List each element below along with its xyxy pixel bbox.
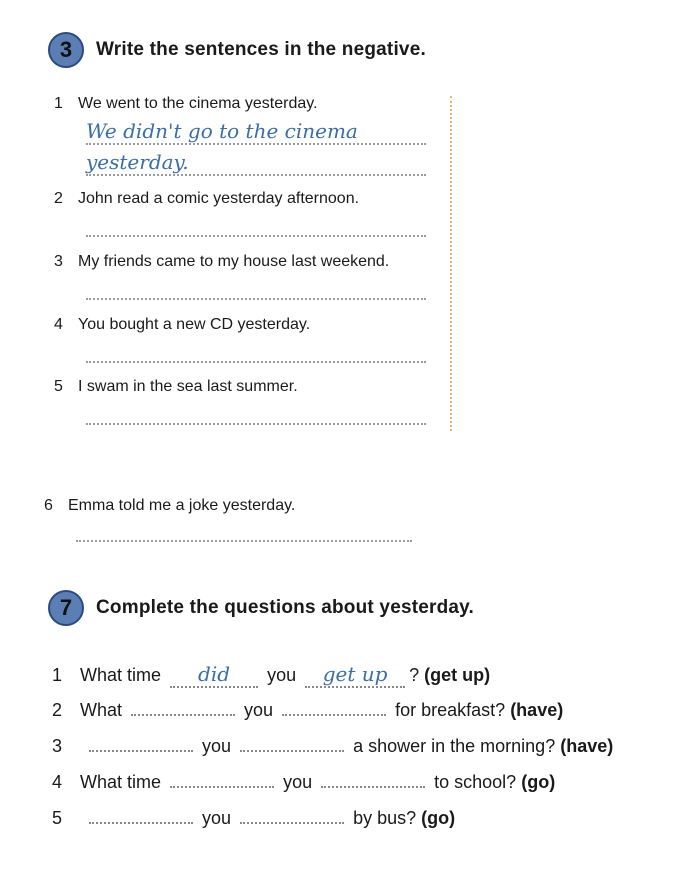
answer-blank[interactable] xyxy=(282,700,386,716)
question-text: you xyxy=(244,700,274,720)
exercise-7-header xyxy=(48,590,474,626)
answer-line[interactable] xyxy=(86,235,426,237)
question-text: a shower in the morning? xyxy=(353,736,556,756)
question-text: you xyxy=(267,665,297,685)
sentence-item xyxy=(54,190,359,208)
answer-handwriting[interactable]: yesterday. xyxy=(86,150,426,176)
verb-hint: (get up) xyxy=(424,665,491,685)
sentence-item xyxy=(54,253,389,271)
sentence-item xyxy=(54,316,310,334)
verb-hint: (go) xyxy=(521,772,556,792)
item-text: John read a comic yesterday afternoon. xyxy=(78,190,360,207)
question-item xyxy=(52,808,455,829)
exercise-title: Write the sentences in the negative. xyxy=(96,39,426,60)
question-text: by bus? xyxy=(353,808,417,828)
item-text: Emma told me a joke yesterday. xyxy=(68,497,296,514)
question-text: you xyxy=(202,736,232,756)
answer-blank[interactable] xyxy=(89,808,193,824)
sentence-item xyxy=(54,95,318,113)
answer-blank[interactable] xyxy=(240,808,344,824)
item-number: 2 xyxy=(52,700,63,720)
answer-line[interactable] xyxy=(86,361,426,363)
item-text: I swam in the sea last summer. xyxy=(78,378,298,395)
question-text: What time xyxy=(80,772,162,792)
question-item xyxy=(52,736,613,757)
answer-line[interactable] xyxy=(86,423,426,425)
verb-hint: (have) xyxy=(560,736,614,756)
answer-blank[interactable] xyxy=(321,772,425,788)
exercise-3-header xyxy=(48,32,426,68)
answer-handwriting: did xyxy=(198,662,231,686)
question-item xyxy=(52,772,555,793)
item-number: 5 xyxy=(54,378,63,395)
item-number: 1 xyxy=(52,665,63,685)
sentence-item xyxy=(54,378,298,396)
item-number: 4 xyxy=(54,316,63,333)
answer-handwriting: get up xyxy=(322,662,388,686)
exercise-title: Complete the questions about yesterday. xyxy=(96,597,475,618)
item-number: 4 xyxy=(52,772,63,792)
question-text: What time xyxy=(80,665,162,685)
question-text: ? xyxy=(409,665,420,685)
question-item xyxy=(52,700,563,721)
item-number: 2 xyxy=(54,190,63,207)
answer-line[interactable] xyxy=(86,298,426,300)
question-text: What xyxy=(80,700,123,720)
verb-hint: (have) xyxy=(510,700,564,720)
item-text: You bought a new CD yesterday. xyxy=(78,316,311,333)
item-number: 6 xyxy=(44,497,53,514)
verb-hint: (go) xyxy=(421,808,456,828)
exercise-number-badge: 3 xyxy=(48,32,84,68)
exercise-number-badge: 7 xyxy=(48,590,84,626)
answer-blank[interactable] xyxy=(89,736,193,752)
answer-handwriting[interactable]: We didn't go to the cinema xyxy=(86,119,426,145)
question-text: you xyxy=(283,772,313,792)
question-item xyxy=(52,662,490,688)
answer-blank[interactable] xyxy=(170,662,258,688)
sentence-item xyxy=(44,497,295,515)
answer-blank[interactable] xyxy=(131,700,235,716)
item-number: 3 xyxy=(54,253,63,270)
item-text: My friends came to my house last weekend. xyxy=(78,253,390,270)
answer-blank[interactable] xyxy=(305,662,405,688)
column-divider xyxy=(450,96,452,431)
question-text: for breakfast? xyxy=(395,700,506,720)
answer-line[interactable] xyxy=(76,540,412,542)
question-text: to school? xyxy=(434,772,517,792)
item-number: 1 xyxy=(54,95,63,112)
item-number: 5 xyxy=(52,808,63,828)
answer-blank[interactable] xyxy=(240,736,344,752)
question-text: you xyxy=(202,808,232,828)
item-text: We went to the cinema yesterday. xyxy=(78,95,318,112)
answer-blank[interactable] xyxy=(170,772,274,788)
item-number: 3 xyxy=(52,736,63,756)
